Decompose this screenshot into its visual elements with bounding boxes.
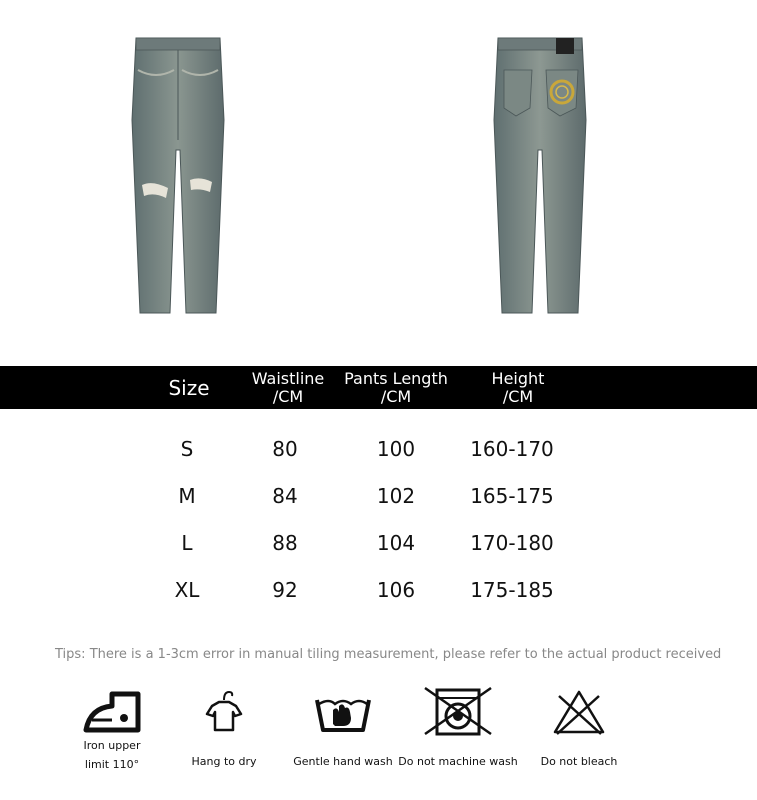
cell-height: 175-185 [470,578,554,602]
header-height-unit: /CM [502,386,534,406]
header-waistline-label: Waistline [251,368,325,388]
jeans-back-image [490,30,590,315]
header-height [466,366,570,409]
cell-pants-length: 104 [376,531,416,555]
cell-size: M [178,484,196,508]
iron-icon [82,686,142,734]
header-waistline-unit: /CM [272,386,304,406]
table-row [0,575,757,605]
care-no-machine-wash [398,686,518,771]
table-row [0,528,757,558]
cell-height: 170-180 [470,531,554,555]
header-size [150,366,228,409]
hang-dry-icon [199,686,249,736]
cell-size: XL [174,578,200,602]
cell-size: L [181,531,193,555]
cell-waist: 92 [272,578,298,602]
table-row [0,481,757,511]
header-pants-length-label: Pants Length [344,368,448,388]
no-machine-wash-icon [423,686,493,736]
care-iron [52,686,172,774]
care-iron-label-line1: Iron upper [83,739,141,752]
table-row [0,434,757,464]
cell-height: 160-170 [470,437,554,461]
cell-pants-length: 100 [376,437,416,461]
care-hand-wash [283,686,403,771]
no-bleach-icon [549,686,609,736]
header-pants-length [338,366,454,409]
header-height-label: Height [491,368,545,388]
care-no-bleach-label: Do not bleach [540,755,618,768]
cell-height: 165-175 [470,484,554,508]
care-hand-wash-label: Gentle hand wash [293,755,393,768]
header-pants-length-unit: /CM [380,386,412,406]
care-hang-dry-label: Hang to dry [191,755,257,768]
measurement-tips: Tips: There is a 1-3cm error in manual tiling measurement, please refer to the actual product received [55,647,722,662]
header-size-label: Size [168,375,210,400]
header-waistline [238,366,338,409]
cell-pants-length: 106 [376,578,416,602]
cell-size: S [180,437,194,461]
care-iron-label-line2: limit 110° [84,758,140,771]
cell-waist: 88 [272,531,298,555]
hand-wash-icon [313,686,373,736]
care-hang-dry [164,686,284,771]
care-no-bleach [519,686,639,771]
jeans-front-image [128,30,228,315]
cell-waist: 84 [272,484,298,508]
care-no-machine-wash-label: Do not machine wash [398,755,518,768]
cell-waist: 80 [272,437,298,461]
size-table-header [0,366,757,409]
cell-pants-length: 102 [376,484,416,508]
